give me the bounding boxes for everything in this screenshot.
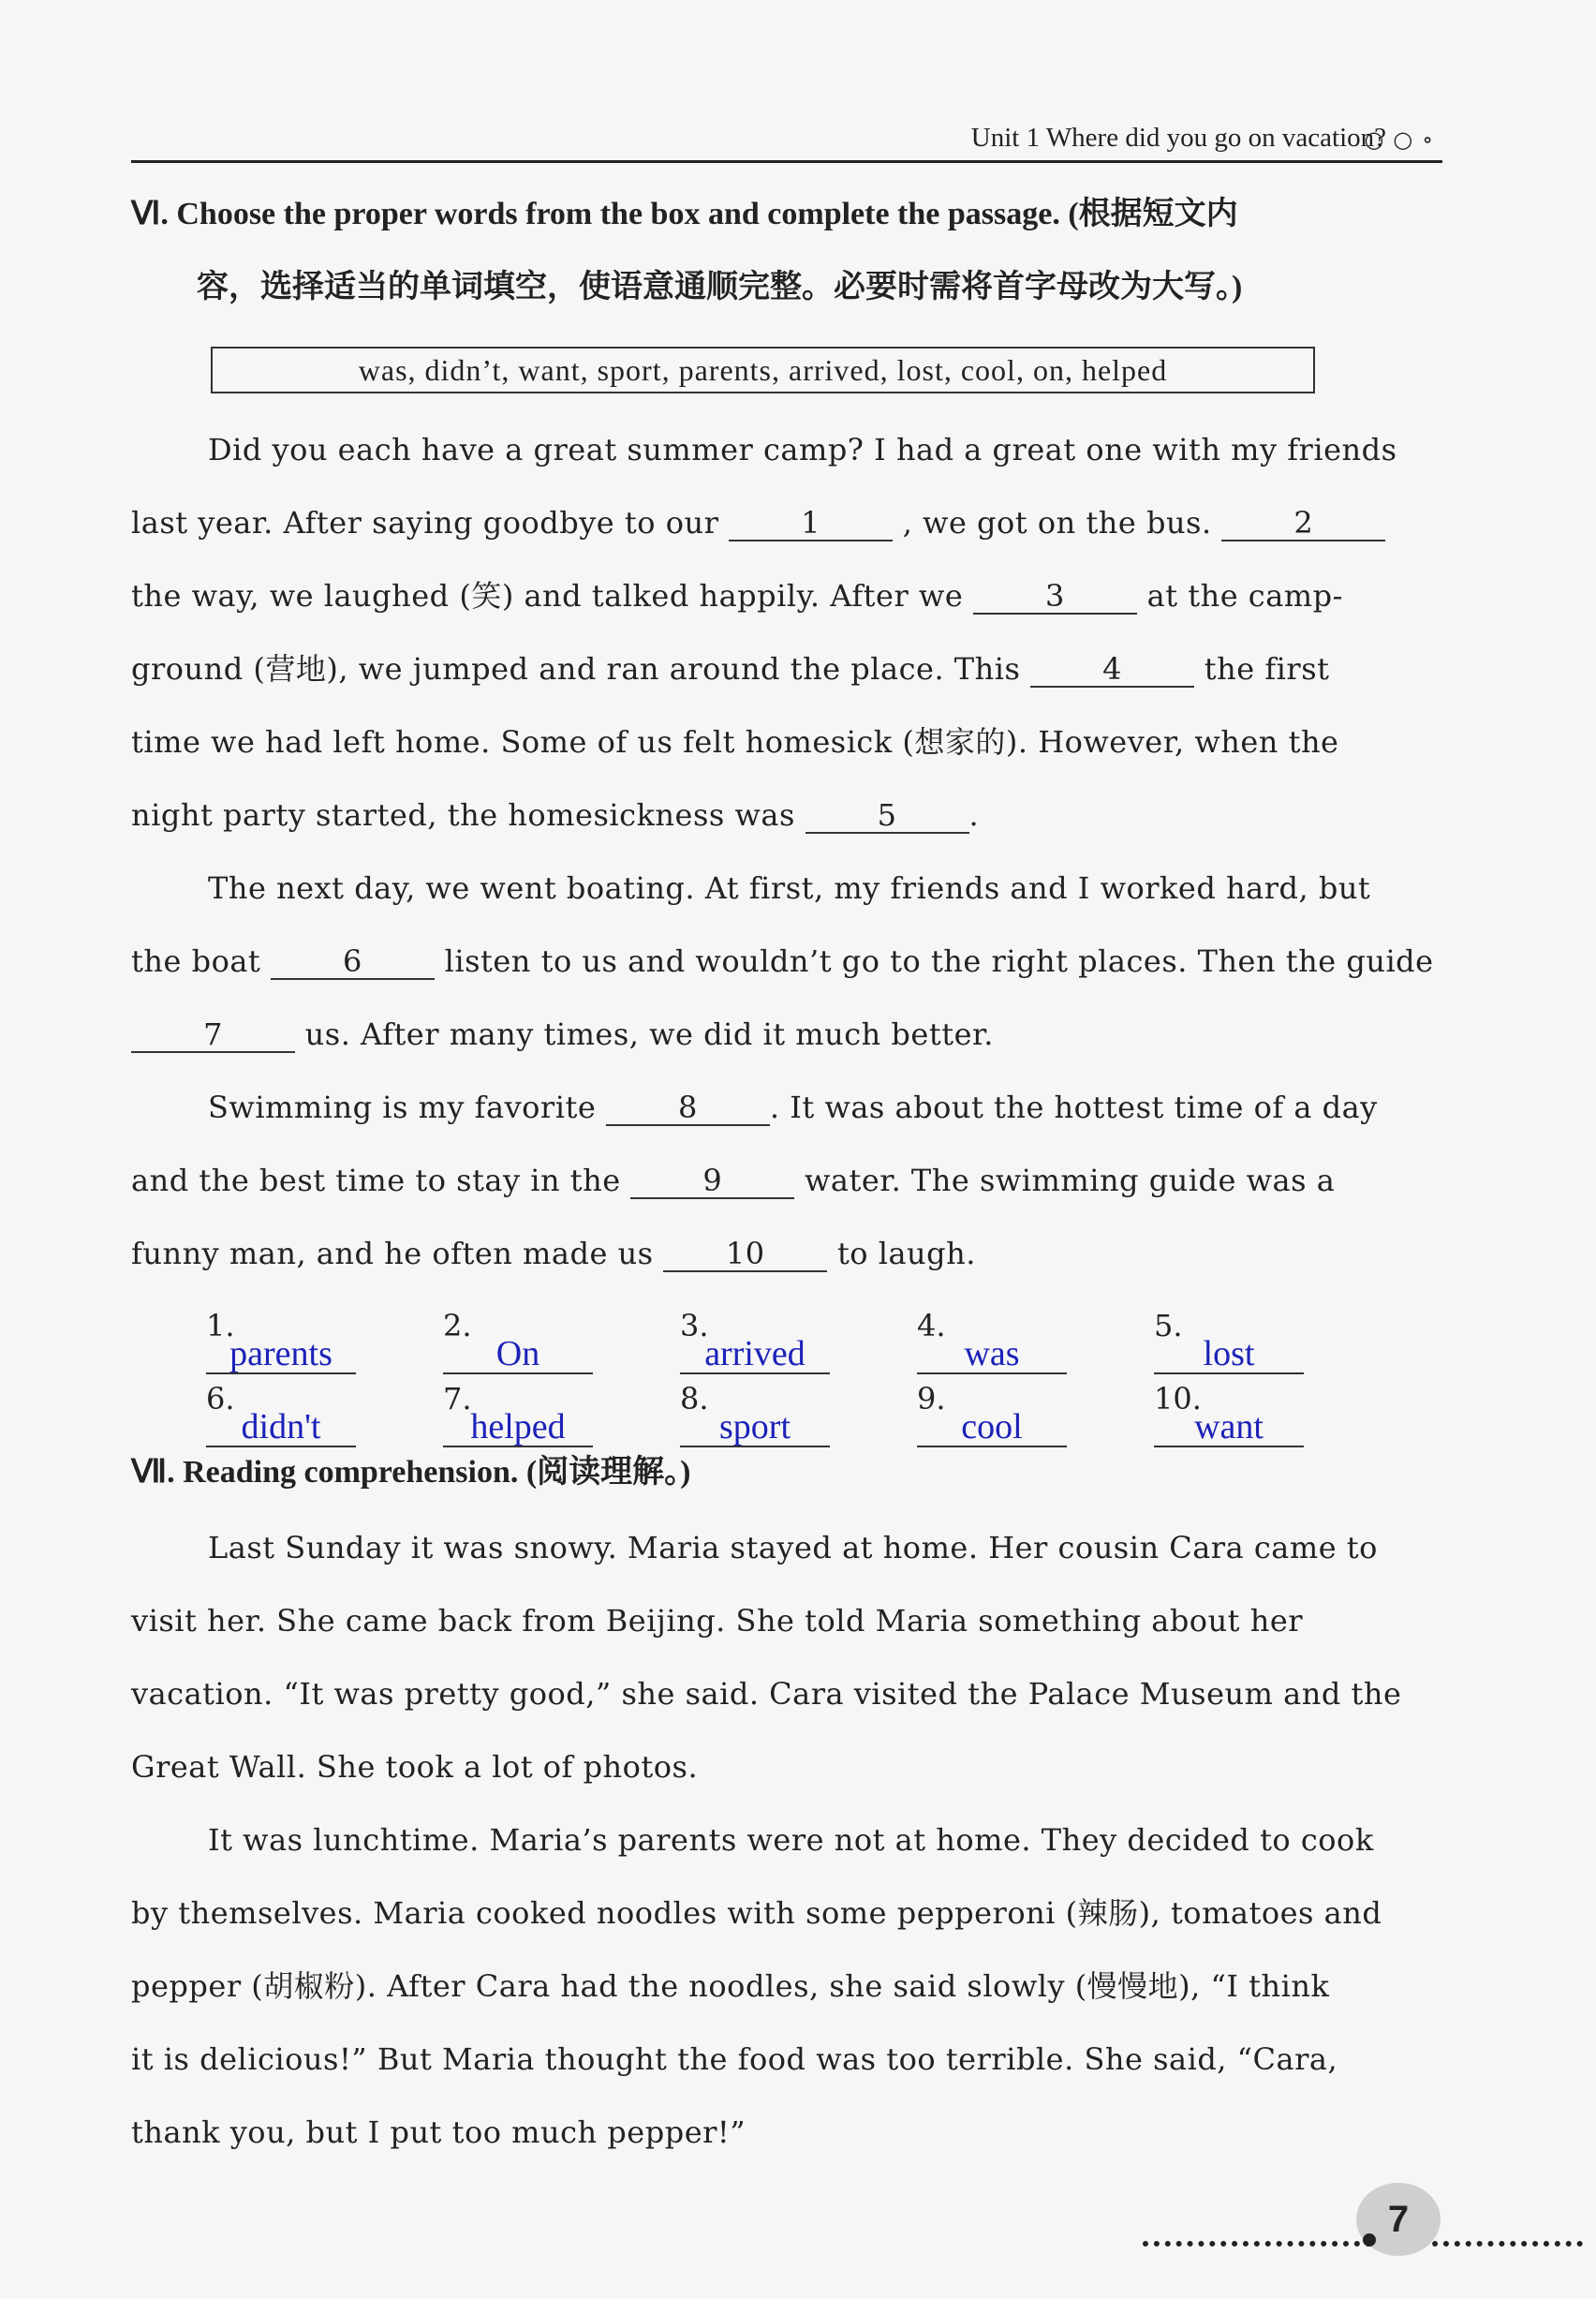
blank-4: 4 — [1030, 652, 1194, 688]
answer-value[interactable]: lost — [1154, 1335, 1304, 1374]
blank-10: 10 — [663, 1237, 827, 1272]
answer-item: 10.want — [1154, 1380, 1304, 1457]
blank-7: 7 — [131, 1017, 295, 1053]
reading-line: Last Sunday it was snowy. Maria stayed at home. Her cousin Cara came to — [208, 1530, 1378, 1565]
passage-line: Swimming is my favorite 8 . It was about the hottest time of a day — [208, 1090, 1378, 1125]
answer-item: 1.parents — [206, 1307, 356, 1384]
page-header — [131, 117, 1442, 163]
reading-line: by themselves. Maria cooked noodles with some pepperoni (辣肠), tomatoes and — [131, 1895, 1382, 1931]
section6-title-line2: 容，选择适当的单词填空，使语意通顺完整。必要时需将首字母改为大写。) — [197, 270, 1243, 304]
answer-value[interactable]: sport — [680, 1408, 830, 1447]
answer-item: 9.cool — [917, 1380, 1067, 1457]
answer-item: 3.arrived — [680, 1307, 830, 1384]
passage-line: ground (营地), we jumped and ran around the place. This 4 the first — [131, 651, 1330, 687]
blank-8: 8 — [606, 1090, 770, 1126]
answer-value[interactable]: cool — [917, 1408, 1067, 1447]
reading-line: visit her. She came back from Beijing. She told Maria something about her — [131, 1603, 1304, 1639]
reading-line: Great Wall. She took a lot of photos. — [131, 1749, 699, 1785]
passage-line: and the best time to stay in the 9 water. The swimming guide was a — [131, 1163, 1336, 1198]
answer-item: 8.sport — [680, 1380, 830, 1457]
reading-line: It was lunchtime. Maria’s parents were not at home. They decided to cook — [208, 1822, 1374, 1858]
answer-value[interactable]: On — [443, 1335, 593, 1374]
section6-title-line1: Ⅵ. Choose the proper words from the box and complete the passage. (根据短文内 — [131, 197, 1238, 231]
passage-line: time we had left home. Some of us felt homesick (想家的). However, when the — [131, 724, 1339, 760]
answer-value[interactable]: was — [917, 1335, 1067, 1374]
blank-5: 5 — [805, 798, 969, 834]
passage-line: last year. After saying goodbye to our 1 , we got on the bus. 2 — [131, 504, 1385, 541]
blank-2: 2 — [1221, 506, 1385, 541]
blank-3: 3 — [973, 579, 1137, 615]
passage-line: The next day, we went boating. At first, my friends and I worked hard, but — [208, 870, 1371, 906]
passage-line: the way, we laughed (笑) and talked happily. After we 3 at the camp- — [131, 578, 1343, 614]
answer-value[interactable]: parents — [206, 1335, 356, 1374]
passage-line: 7 us. After many times, we did it much better. — [131, 1016, 994, 1053]
footer-dot-icon — [1363, 2233, 1376, 2247]
passage-line: night party started, the homesickness was 5 . — [131, 797, 980, 833]
answer-value[interactable]: want — [1154, 1408, 1304, 1447]
blank-1: 1 — [729, 506, 893, 541]
answer-value[interactable]: helped — [443, 1408, 593, 1447]
section7-title: Ⅶ. Reading comprehension. (阅读理解。) — [131, 1455, 691, 1490]
answer-value[interactable]: arrived — [680, 1335, 830, 1374]
answer-value[interactable]: didn't — [206, 1408, 356, 1447]
passage-line: Did you each have a great summer camp? I had a great one with my friends — [208, 432, 1397, 467]
blank-6: 6 — [271, 944, 435, 980]
answer-item: 5.lost — [1154, 1307, 1304, 1384]
passage-line: funny man, and he often made us 10 to laugh. — [131, 1236, 976, 1271]
word-box: was, didn’t, want, sport, parents, arrived, lost, cool, on, helped — [211, 347, 1315, 393]
reading-line: it is delicious!” But Maria thought the food was too terrible. She said, “Cara, — [131, 2041, 1338, 2077]
reading-line: thank you, but I put too much pepper!” — [131, 2114, 746, 2150]
unit-title: Unit 1 Where did you go on vacation? — [970, 123, 1386, 153]
answer-item: 7.helped — [443, 1380, 593, 1457]
passage-line: the boat 6 listen to us and wouldn’t go to the right places. Then the guide — [131, 943, 1434, 979]
answer-item: 2.On — [443, 1307, 593, 1384]
blank-9: 9 — [630, 1164, 794, 1199]
reading-line: pepper (胡椒粉). After Cara had the noodles, she said slowly (慢慢地), “I think — [131, 1968, 1330, 2004]
reading-line: vacation. “It was pretty good,” she said. Cara visited the Palace Museum and the — [131, 1676, 1402, 1712]
answer-item: 4.was — [917, 1307, 1067, 1384]
header-circle-marks: ○○∘ — [1364, 126, 1442, 153]
answer-item: 6.didn't — [206, 1380, 356, 1457]
page-number: 7 — [1356, 2183, 1441, 2256]
